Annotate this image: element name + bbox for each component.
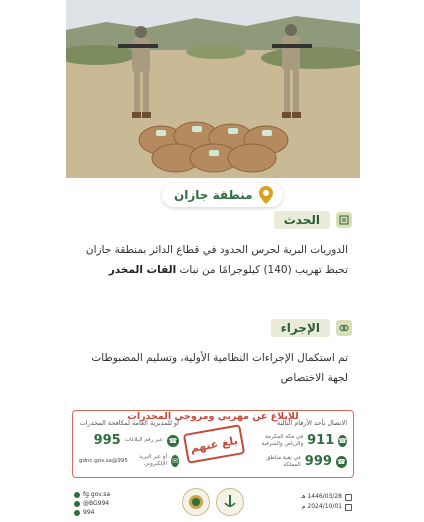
event-line-1: الدوريات البرية لحرس الحدود في قطاع الدائر بمنطقة جازان <box>85 244 348 256</box>
event-line-2 <box>80 260 348 280</box>
report-stamp-text: بلغ عنهم <box>189 433 239 455</box>
calendar-icon <box>345 494 352 501</box>
report-number-995[interactable]: 995 <box>93 433 121 448</box>
report-note-911: في مكة المكرمة والرياض والشرقية <box>261 433 304 447</box>
event-line-2-prefix: تحبط تهريب (140) كيلوجرامًا من نبات <box>179 264 348 276</box>
footer <box>66 484 360 522</box>
report-right-header: الاتصال بأحد الأرقام التالية <box>277 419 347 427</box>
x-icon <box>74 501 80 507</box>
action-line-1: تم استكمال الإجراءات النظامية الأولية، وتسليم المضبوطات <box>91 352 348 364</box>
news-card <box>66 0 360 522</box>
footer-website[interactable]: fg.gov.sa <box>83 491 111 498</box>
footer-date-greg: 2024/10/01 م <box>301 503 342 510</box>
report-note-email: أو عبر البريد الإلكتروني <box>139 454 167 467</box>
phone-icon: ☎ <box>337 457 346 466</box>
region-name: منطقة جازان <box>174 188 253 202</box>
ministry-logo <box>216 488 244 516</box>
report-email-row <box>79 454 179 468</box>
report-995-row <box>79 433 179 448</box>
report-left-header: أو للمديرية العامة لمكافحة المخدرات <box>79 419 179 427</box>
footer-phone[interactable]: 994 <box>83 509 95 516</box>
report-email[interactable]: 995@gdnc.gov.sa <box>79 458 128 464</box>
report-note-995: عبر رقم البلاغات <box>124 437 163 443</box>
event-line-2-bold: القات المخدر <box>108 264 177 276</box>
footer-logos <box>182 488 244 516</box>
report-999-row <box>251 454 347 469</box>
footer-date-hijri: 1446/03/28 هـ <box>300 493 342 500</box>
report-stamp <box>183 424 245 464</box>
report-number-911[interactable]: 911 <box>307 433 335 448</box>
footer-links <box>74 490 110 517</box>
phone-icon: ☎ <box>168 436 178 445</box>
footer-dates <box>301 492 352 512</box>
border-guard-logo <box>182 488 210 516</box>
phone-icon <box>74 510 80 516</box>
action-line-2: لجهة الاختصاص <box>280 372 348 384</box>
report-right-column <box>251 419 347 469</box>
document-icon <box>336 212 352 228</box>
action-text <box>80 348 348 388</box>
link-icon <box>336 320 352 336</box>
report-number-999[interactable]: 999 <box>304 454 332 469</box>
report-left-column <box>79 419 179 468</box>
region-label <box>162 183 283 207</box>
location-pin-icon <box>259 186 273 204</box>
globe-icon <box>74 492 80 498</box>
email-icon: ✉ <box>172 457 178 465</box>
event-text <box>80 240 348 280</box>
event-header <box>274 210 352 230</box>
report-box <box>72 410 354 478</box>
action-header <box>271 318 352 338</box>
report-note-999: في بقية مناطق المملكة <box>265 454 301 468</box>
report-title: للإبلاغ عن مهربي ومروجي المخدرات <box>123 411 302 422</box>
event-title: الحدث <box>274 211 330 229</box>
calendar-icon <box>345 504 352 511</box>
action-title: الإجراء <box>271 319 330 337</box>
seizure-photo <box>66 0 360 178</box>
report-911-row <box>251 433 347 448</box>
phone-icon: ☎ <box>338 436 347 445</box>
footer-handle[interactable]: @BG994 <box>83 500 110 507</box>
